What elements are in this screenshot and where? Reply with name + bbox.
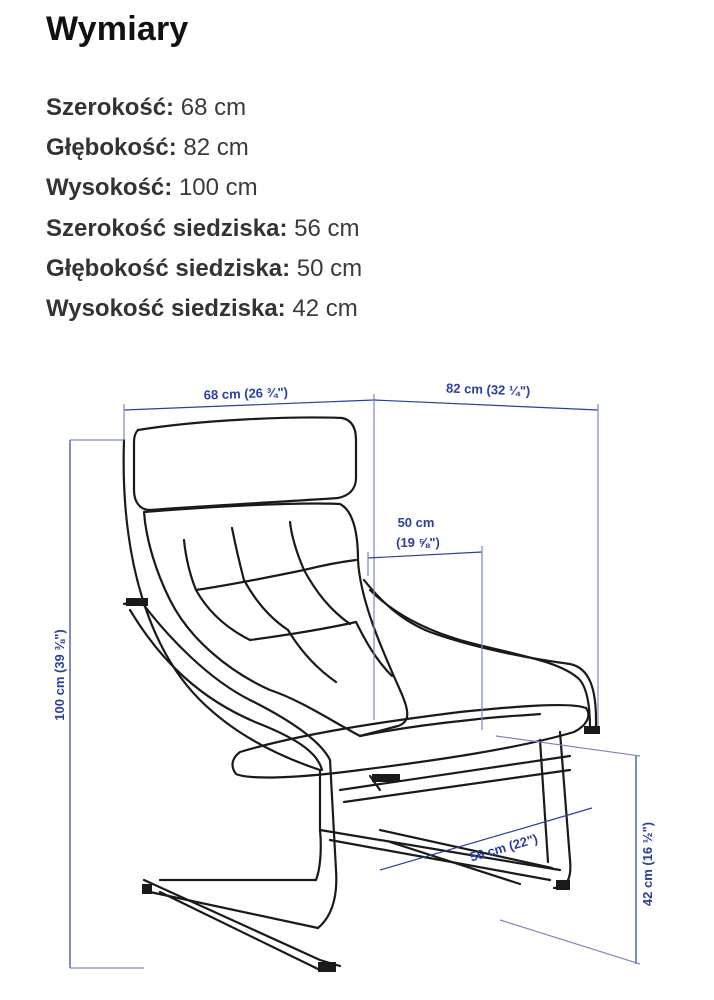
chair-dimension-diagram xyxy=(0,340,714,1000)
dimension-seat-height xyxy=(46,289,362,329)
seat-height-dimension-label: 42 cm (16 ½") xyxy=(640,821,655,907)
seat-width-dimension-label: 56 cm (22") xyxy=(468,830,540,865)
dimensions-list xyxy=(46,88,362,329)
dimension-label: Wysokość: xyxy=(46,174,173,202)
dimension-width xyxy=(46,88,362,128)
armchair-illustration xyxy=(124,418,600,973)
dimension-seat-width xyxy=(46,209,362,249)
dimension-value: 68 cm xyxy=(180,94,247,121)
dimension-depth xyxy=(46,128,362,168)
depth-dimension-label: 82 cm (32 ¼") xyxy=(445,380,531,399)
dimension-value: 42 cm xyxy=(292,295,358,323)
width-dimension-label: 68 cm (26 ¾") xyxy=(203,384,289,403)
dimension-value: 56 cm xyxy=(294,214,360,242)
dimension-label: Głębokość: xyxy=(46,134,177,162)
page-title: Wymiary xyxy=(46,10,189,48)
dimension-label: Głębokość siedziska: xyxy=(46,254,291,282)
dimension-value: 50 cm xyxy=(296,254,363,282)
dimension-value: 82 cm xyxy=(183,134,249,162)
dimension-label: Szerokość: xyxy=(46,94,175,121)
dimension-height xyxy=(46,168,362,208)
seat-depth-label-cm: 50 cm xyxy=(397,515,435,530)
dimension-seat-depth xyxy=(46,249,362,289)
height-dimension-label: 100 cm (39 ⅜") xyxy=(52,629,67,721)
seat-depth-label-in: (19 ⅝") xyxy=(396,535,440,550)
dimension-value: 100 cm xyxy=(178,174,258,202)
dimension-label: Szerokość siedziska: xyxy=(46,214,288,242)
dimension-label: Wysokość siedziska: xyxy=(46,295,286,323)
